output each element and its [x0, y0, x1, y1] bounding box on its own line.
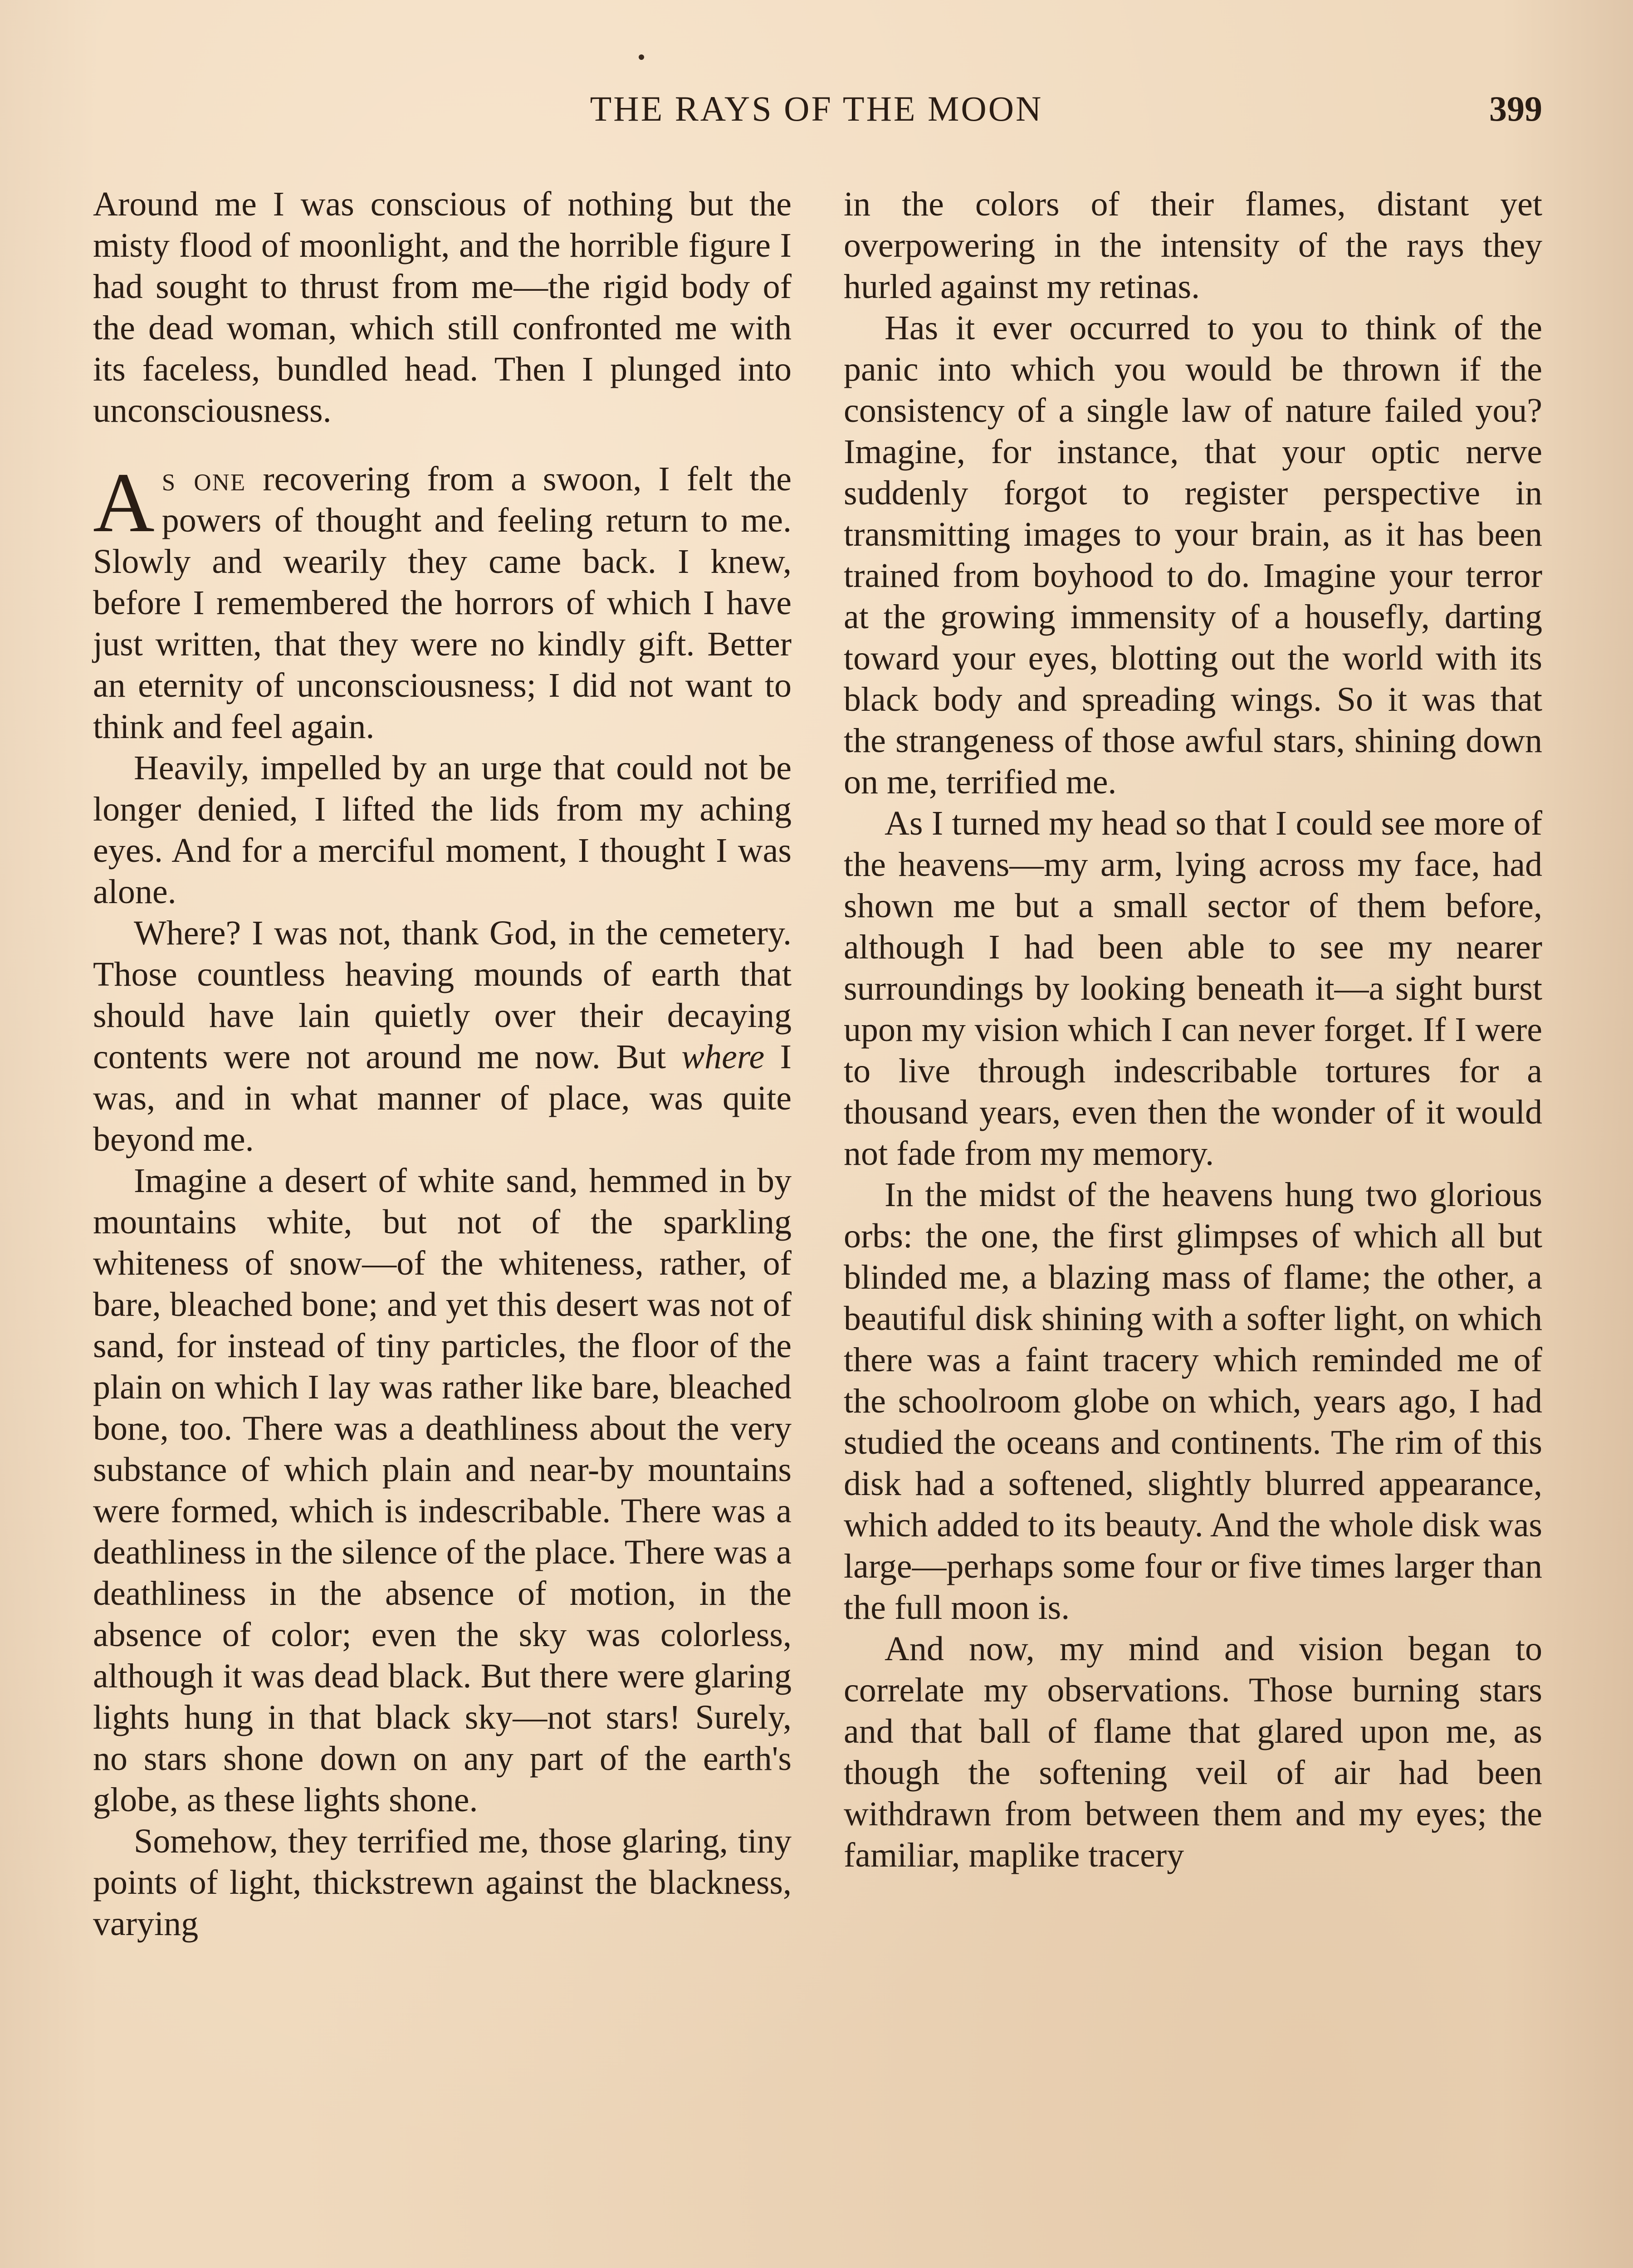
small-caps-lead: s one	[161, 460, 246, 498]
paragraph: Has it ever occurred to you to think of the panic into which you would be thrown if the consistency of a single law of nature failed you? Imagine, for instance, that your optic nerve suddenly forgot to register perspective in transmitting images to your brain, as it has been trained from boyhood to do. Imagine your terror at the growing immensity of a housefly, darting toward your eyes, blotting out the world with its black body and spreading wings. So it was that the strangeness of those awful stars, shining down on me, terrified me.	[844, 309, 1542, 801]
emphasis-text: where	[681, 1038, 765, 1076]
paragraph	[93, 913, 792, 1160]
left-column	[93, 184, 792, 1945]
paragraph-text: recovering from a swoon, I felt the powers of thought and feeling return to me. Slowly and wearily they came back. I knew, before I remembered the horrors of which I have just written, that they were no kindly gift. Better an eternity of unconsciousness; I did not want to think and feel again.	[93, 460, 792, 746]
paragraph-with-dropcap	[93, 455, 792, 748]
paragraph: As I turned my head so that I could see more of the heavens—my arm, lying across my face, had shown me but a small sector of them before, although I had been able to see my nearer surroundings by looking beneath it—a sight burst upon my vision which I can never forget. If I were to live through indescribable tortures for a thousand years, even then the wonder of it would not fade from my memory.	[844, 804, 1542, 1173]
paragraph-text: I was, and in what manner of place, was quite beyond me.	[93, 1038, 792, 1158]
running-title: THE RAYS OF THE MOON	[590, 89, 1043, 128]
paragraph: Somehow, they terrified me, those glaring, tiny points of light, thickstrewn against the blackness, varying	[93, 1822, 792, 1943]
print-dot-top	[639, 54, 644, 60]
paragraph-text: Where? I was not, thank God, in the cemetery. Those countless heaving mounds of earth that should have lain quietly over their decaying contents were not around me now. But	[93, 914, 792, 1076]
paragraph: And now, my mind and vision began to correlate my observations. Those burning stars and that ball of flame that glared upon me, as though the softening veil of air had been withdrawn from between them and my eyes; the familiar, maplike tracery	[844, 1630, 1542, 1874]
paragraph: in the colors of their flames, distant yet overpowering in the intensity of the rays they hurled against my retinas.	[844, 185, 1542, 306]
paragraph: Heavily, impelled by an urge that could not be longer denied, I lifted the lids from my aching eyes. And for a merciful moment, I thought I was alone.	[93, 749, 792, 911]
drop-cap: A	[93, 455, 155, 550]
right-column	[844, 184, 1542, 1876]
page-number: 399	[1489, 89, 1542, 128]
paragraph: Around me I was conscious of nothing but the misty flood of moonlight, and the horrible figure I had sought to thrust from me—the rigid body of the dead woman, which still confronted me with its faceless, bundled head. Then I plunged into unconsciousness.	[93, 185, 792, 430]
paragraph: In the midst of the heavens hung two glorious orbs: the one, the first glimpses of which all but blinded me, a blazing mass of flame; the other, a beautiful disk shining with a softer light, on which there was a faint tracery which reminded me of the schoolroom globe on which, years ago, I had studied the oceans and continents. The rim of this disk had a softened, slightly blurred appearance, which added to its beauty. And the whole disk was large—perhaps some four or five times larger than the full moon is.	[844, 1176, 1542, 1627]
paragraph: Imagine a desert of white sand, hemmed in by mountains white, but not of the sparkling whiteness of snow—of the whiteness, rather, of bare, bleached bone; and yet this desert was not of sand, for instead of tiny particles, the floor of the plain on which I lay was rather like bare, bleached bone, too. There was a deathliness about the very substance of which plain and near-by mountains were formed, which is indescribable. There was a deathliness in the silence of the place. There was a deathliness in the absence of motion, in the absence of color; even the sky was colorless, although it was dead black. But there were glaring lights hung in that black sky—not stars! Surely, no stars shone down on any part of the earth's globe, as these lights shone.	[93, 1162, 792, 1819]
